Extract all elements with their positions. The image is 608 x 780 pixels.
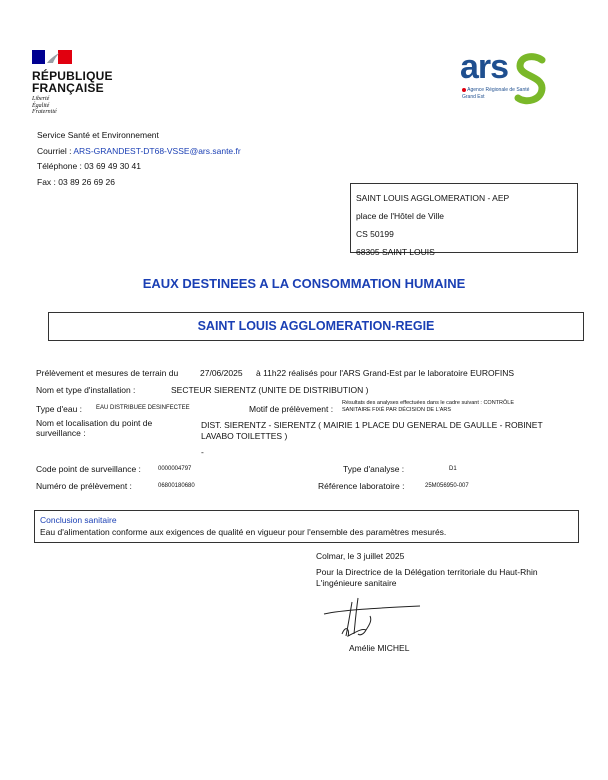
ars-wordmark: ars: [460, 48, 509, 86]
water-type-value: EAU DISTRIBUEE DESINFECTEE: [96, 405, 190, 411]
sampling-time-lab: à 11h22 réalisés pour l'ARS Grand-Est par le laboratoire EUROFINS: [256, 368, 514, 378]
handwritten-signature: [322, 594, 422, 640]
service-name: Service Santé et Environnement: [37, 130, 159, 140]
lab-reference-label: Référence laboratoire :: [318, 481, 405, 491]
signature-title: L'ingénieure sanitaire: [316, 578, 397, 588]
unit-title: SAINT LOUIS AGGLOMERATION-REGIE: [197, 319, 435, 333]
point-code-value: 0000004797: [158, 466, 192, 472]
lab-reference-value: 25M056950-007: [425, 483, 469, 489]
sampling-label: Prélèvement et mesures de terrain du: [36, 368, 179, 378]
reason-value: Résultats des analyses effectuées dans le cadre suivant : CONTRÔLE SANITAIRE FIXÉ PAR DÉCISION DE L'ARS: [342, 400, 515, 413]
conclusion-text: Eau d'alimentation conforme aux exigences de qualité en vigueur pour l'ensemble des paramètres mesurés.: [40, 527, 447, 537]
conclusion-title: Conclusion sanitaire: [40, 515, 117, 525]
analysis-type-value: D1: [449, 466, 457, 472]
point-code-label: Code point de surveillance :: [36, 464, 141, 474]
point-value: DIST. SIERENTZ - SIERENTZ ( MAIRIE 1 PLACE DU GENERAL DE GAULLE - ROBINET LAVABO TOILETTES ) -: [201, 420, 543, 457]
water-type-label: Type d'eau :: [36, 404, 83, 414]
signature-block: [316, 551, 538, 589]
conclusion-box: [34, 510, 579, 543]
recipient-line-3: CS 50199: [356, 229, 394, 239]
ars-s-swoosh-icon: [514, 52, 548, 108]
recipient-line-4: 68305 SAINT LOUIS: [356, 247, 435, 257]
main-title: EAUX DESTINEES A LA CONSOMMATION HUMAINE: [142, 276, 466, 291]
signature-place-date: Colmar, le 3 juillet 2025: [316, 551, 405, 561]
signature-for-line: Pour la Directrice de la Délégation territoriale du Haut-Rhin: [316, 567, 538, 577]
reason-label: Motif de prélèvement :: [249, 404, 334, 414]
ars-agency-line: Agence Régionale de Santé: [462, 87, 529, 93]
service-email-line: Courriel : ARS-GRANDEST-DT68-VSSE@ars.sante.fr: [37, 145, 241, 156]
recipient-line-2: place de l'Hôtel de Ville: [356, 211, 444, 221]
point-label: Nom et localisation du point de surveillance :: [36, 418, 153, 438]
unit-title-box: [48, 312, 584, 341]
analysis-type-label: Type d'analyse :: [343, 464, 405, 474]
service-fax: Fax : 03 89 26 69 26: [37, 176, 115, 187]
sample-number-label: Numéro de prélèvement :: [36, 481, 132, 491]
republique-motto: Liberté Égalité Fraternité: [32, 96, 57, 115]
installation-value: SECTEUR SIERENTZ (UNITE DE DISTRIBUTION ): [171, 385, 369, 395]
service-email-link[interactable]: ARS-GRANDEST-DT68-VSSE@ars.sante.fr: [73, 145, 241, 156]
ars-logo: [458, 48, 550, 108]
service-block: [37, 128, 241, 190]
recipient-address-box: [350, 183, 578, 257]
marianne-icon: [32, 50, 72, 64]
ars-flag-icon: [462, 88, 466, 92]
service-phone: Téléphone : 03 69 49 30 41: [37, 161, 141, 171]
sampling-line: [36, 368, 178, 378]
sample-number-value: 06800180680: [158, 483, 195, 489]
ars-region: Grand Est: [462, 94, 485, 100]
republique-name: RÉPUBLIQUE FRANÇAISE: [32, 69, 113, 95]
installation-label: Nom et type d'installation :: [36, 385, 136, 395]
recipient-line-1: SAINT LOUIS AGGLOMERATION - AEP: [356, 193, 510, 203]
sampling-date: 27/06/2025: [200, 368, 243, 378]
signatory-name: Amélie MICHEL: [349, 643, 410, 653]
republique-francaise-logo: [32, 50, 113, 116]
